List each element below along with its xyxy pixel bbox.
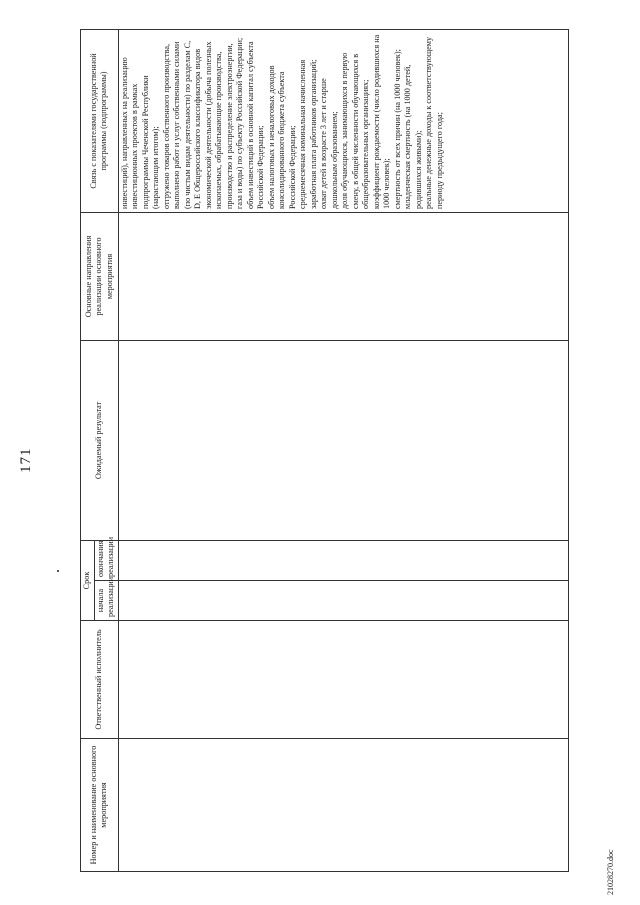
measures-table	[80, 29, 569, 872]
cell-end	[118, 540, 568, 580]
indicator-item: смертность от всех причин (на 1000 человек);	[392, 49, 402, 209]
header-directions: Основные направления реализации основного мероприятия	[81, 212, 119, 340]
scan-speck	[57, 570, 59, 572]
header-number-name: Номер и наименование основного мероприятия	[81, 739, 119, 872]
indicator-item: реальные денежные доходы к соответствующему периоду предыдущего года;	[424, 36, 444, 209]
cell-indicators	[118, 29, 568, 212]
indicator-item: среднемесячная номинальная начисленная заработная плата работников организаций;	[298, 59, 318, 209]
indicator-item: объем инвестиций в основной капитал субъекта Российской Федерации;	[245, 41, 265, 209]
indicator-item: коэффициент рождаемости (число родившихся на 1000 человек);	[371, 34, 391, 209]
indicator-item: инвестиций), направленных на реализацию инвестиционных проектов в рамках подпрограммы Чеченской Республики (нарастающим итогом);	[119, 57, 160, 209]
cell-executor	[118, 621, 568, 739]
header-term-start: начала реализации	[94, 581, 118, 621]
page-number: 171	[18, 447, 34, 473]
indicator-item: объем налоговых и неналоговых доходов консолидированного бюджета субъекта Российской Федерации;	[266, 65, 297, 209]
file-footer: 21028270.doc	[606, 849, 615, 895]
indicator-item: отгружено товаров собственного производства, выполнено работ и услуг собственными силами (по чистым видам деятельности) по разделам C, D, E Общероссийского классификатора видов экономической деятельности (добыча полезных ископаемых, обрабатывающие производства, производство и распределение электроэнергии, газа и воды) по субъекту Российской Федерации;	[161, 37, 244, 209]
table-row	[118, 29, 568, 871]
header-indicators: Связь с показателями государственной программы (подпрограммы)	[81, 29, 119, 212]
cell-start	[118, 581, 568, 621]
indicator-item: охват детей в возрасте 3 лет и старше дошкольным образованием;	[319, 78, 339, 209]
indicator-item: доля обучающихся, занимающихся в первую смену, в общей численности обучающихся в общеобразовательных организациях;	[340, 52, 370, 209]
header-term: Срок	[81, 540, 95, 620]
cell-directions	[118, 212, 568, 340]
header-row-1	[81, 29, 95, 871]
cell-number-name	[118, 739, 568, 872]
cell-result	[118, 340, 568, 540]
indicator-item: младенческая смертность (на 1000 детей, родившихся живыми);	[403, 64, 423, 209]
header-result: Ожидаемый результат	[81, 340, 119, 540]
header-term-end: окончания реализации	[94, 540, 118, 580]
header-executor: Ответственный исполнитель	[81, 621, 119, 739]
